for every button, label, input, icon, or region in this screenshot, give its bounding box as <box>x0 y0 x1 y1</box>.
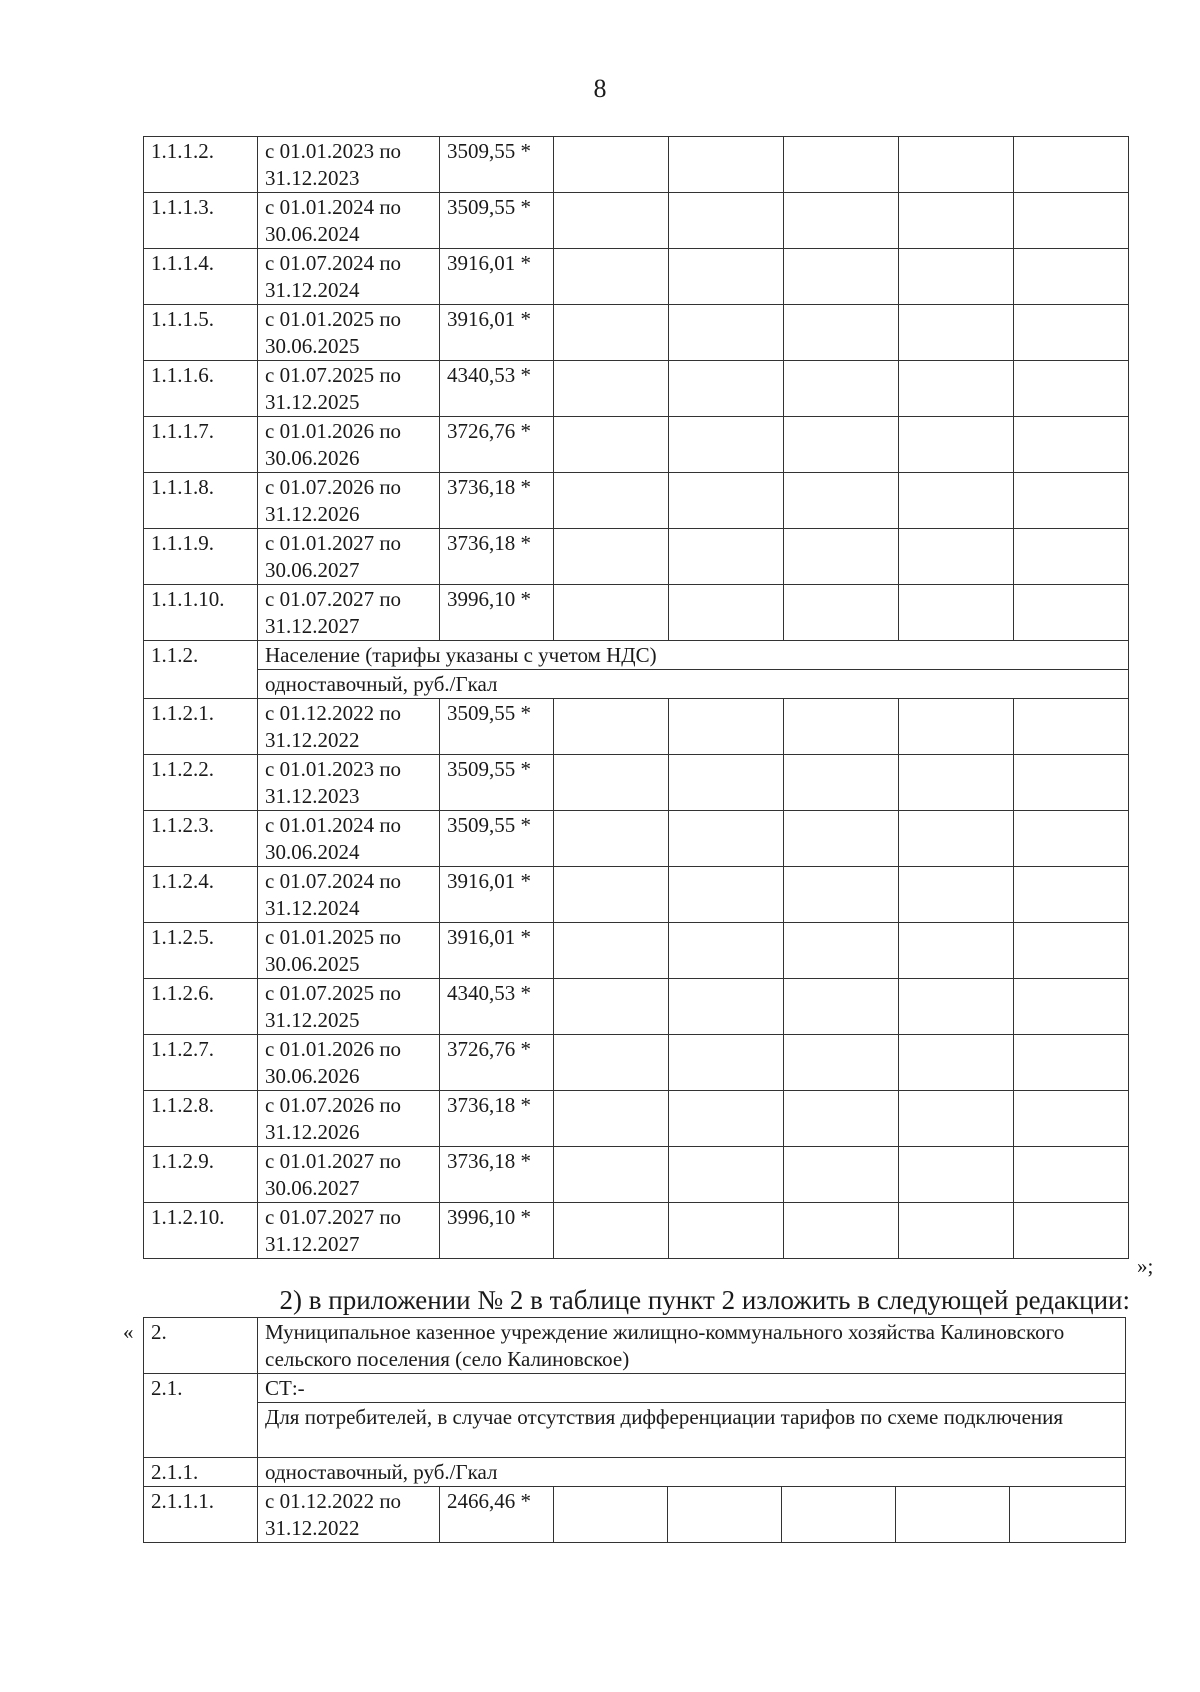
closing-quote: »; <box>1137 1254 1154 1278</box>
row-number: 1.1.1.8. <box>144 473 258 529</box>
empty-cell <box>784 529 899 585</box>
period-cell <box>258 585 440 641</box>
opening-quote: « <box>123 1320 134 1344</box>
empty-cell <box>669 1091 784 1147</box>
empty-cell <box>899 979 1014 1035</box>
empty-cell <box>554 193 669 249</box>
tariff-value: 3509,55 * <box>440 699 554 755</box>
period-start: с 01.07.2024 по <box>265 251 402 275</box>
consumers-description: Для потребителей, в случае отсутствия дифференциации тарифов по схеме подключения <box>258 1403 1126 1458</box>
empty-cell <box>554 1091 669 1147</box>
period-cell <box>258 249 440 305</box>
period-end: 31.12.2022 <box>265 1516 360 1540</box>
table-row <box>144 670 1129 699</box>
row-number: 1.1.2.5. <box>144 923 258 979</box>
period-end: 30.06.2027 <box>265 558 360 582</box>
row-number: 2. <box>144 1318 258 1374</box>
period-end: 30.06.2026 <box>265 1064 360 1088</box>
tariff-table <box>143 136 1129 1259</box>
row-number: 1.1.2.4. <box>144 867 258 923</box>
period-cell <box>258 755 440 811</box>
period-cell <box>258 1203 440 1259</box>
table-row <box>144 361 1129 417</box>
empty-cell <box>1014 305 1129 361</box>
empty-cell <box>554 755 669 811</box>
table-row <box>144 1458 1126 1487</box>
period-cell <box>258 361 440 417</box>
table-row <box>144 585 1129 641</box>
period-cell <box>258 417 440 473</box>
empty-cell <box>554 867 669 923</box>
empty-cell <box>554 361 669 417</box>
empty-cell <box>899 361 1014 417</box>
empty-cell <box>1014 755 1129 811</box>
table-row <box>144 699 1129 755</box>
period-start: с 01.01.2023 по <box>265 139 402 163</box>
empty-cell <box>1014 137 1129 193</box>
empty-cell <box>899 137 1014 193</box>
empty-cell <box>554 1147 669 1203</box>
empty-cell <box>899 867 1014 923</box>
empty-cell <box>782 1487 896 1543</box>
period-cell <box>258 529 440 585</box>
period-start: с 01.01.2023 по <box>265 757 402 781</box>
system-label: СТ:- <box>258 1374 1126 1403</box>
empty-cell <box>554 923 669 979</box>
page-number: 8 <box>593 74 607 103</box>
empty-cell <box>554 699 669 755</box>
empty-cell <box>784 699 899 755</box>
period-start: с 01.12.2022 по <box>265 701 402 725</box>
empty-cell <box>1014 1035 1129 1091</box>
tariff-value: 3916,01 * <box>440 249 554 305</box>
table-row <box>144 979 1129 1035</box>
period-cell <box>258 699 440 755</box>
rate-type: одноставочный, руб./Гкал <box>258 670 1129 699</box>
empty-cell <box>899 1147 1014 1203</box>
empty-cell <box>1014 811 1129 867</box>
empty-cell <box>899 193 1014 249</box>
tariff-value: 3916,01 * <box>440 305 554 361</box>
empty-cell <box>1014 979 1129 1035</box>
empty-cell <box>554 1203 669 1259</box>
empty-cell <box>899 585 1014 641</box>
empty-cell <box>669 1147 784 1203</box>
empty-cell <box>669 811 784 867</box>
table-row <box>144 417 1129 473</box>
period-cell <box>258 193 440 249</box>
empty-cell <box>669 529 784 585</box>
row-number: 1.1.2.8. <box>144 1091 258 1147</box>
table-row <box>144 305 1129 361</box>
tariff-value: 3736,18 * <box>440 473 554 529</box>
empty-cell <box>899 529 1014 585</box>
empty-cell <box>784 473 899 529</box>
row-number: 1.1.1.5. <box>144 305 258 361</box>
tariff-value: 4340,53 * <box>440 979 554 1035</box>
empty-cell <box>784 305 899 361</box>
empty-cell <box>669 867 784 923</box>
empty-cell <box>784 1147 899 1203</box>
group-title: Население (тарифы указаны с учетом НДС) <box>258 641 1129 670</box>
period-end: 31.12.2022 <box>265 728 360 752</box>
empty-cell <box>899 1091 1014 1147</box>
empty-cell <box>1014 1203 1129 1259</box>
empty-cell <box>669 473 784 529</box>
period-cell <box>258 923 440 979</box>
empty-cell <box>1014 585 1129 641</box>
empty-cell <box>668 1487 782 1543</box>
period-end: 30.06.2025 <box>265 952 360 976</box>
period-end: 31.12.2023 <box>265 784 360 808</box>
table-row <box>144 1403 1126 1458</box>
empty-cell <box>784 193 899 249</box>
period-end: 31.12.2024 <box>265 896 360 920</box>
empty-cell <box>554 417 669 473</box>
empty-cell <box>554 1487 668 1543</box>
period-end: 30.06.2027 <box>265 1176 360 1200</box>
empty-cell <box>554 473 669 529</box>
empty-cell <box>784 867 899 923</box>
row-number: 1.1.2.9. <box>144 1147 258 1203</box>
empty-cell <box>1014 699 1129 755</box>
empty-cell <box>784 137 899 193</box>
table-row <box>144 137 1129 193</box>
period-start: с 01.07.2025 по <box>265 363 402 387</box>
period-start: с 01.07.2024 по <box>265 869 402 893</box>
tariff-value: 3509,55 * <box>440 755 554 811</box>
row-number: 2.1.1.1. <box>144 1487 258 1543</box>
empty-cell <box>1014 361 1129 417</box>
table-row <box>144 529 1129 585</box>
table-row <box>144 811 1129 867</box>
table-row <box>144 1203 1129 1259</box>
empty-cell <box>554 305 669 361</box>
tariff-value: 3726,76 * <box>440 417 554 473</box>
empty-cell <box>669 755 784 811</box>
period-cell <box>258 1487 440 1543</box>
period-cell <box>258 305 440 361</box>
empty-cell <box>554 585 669 641</box>
empty-cell <box>1014 473 1129 529</box>
empty-cell <box>669 699 784 755</box>
empty-cell <box>554 249 669 305</box>
empty-cell <box>784 1091 899 1147</box>
period-start: с 01.01.2027 по <box>265 531 402 555</box>
empty-cell <box>1014 249 1129 305</box>
rate-type: одноставочный, руб./Гкал <box>258 1458 1126 1487</box>
period-end: 31.12.2027 <box>265 614 360 638</box>
period-cell <box>258 473 440 529</box>
empty-cell <box>1014 529 1129 585</box>
empty-cell <box>554 137 669 193</box>
empty-cell <box>1014 417 1129 473</box>
period-start: с 01.07.2026 по <box>265 475 402 499</box>
period-end: 31.12.2026 <box>265 502 360 526</box>
empty-cell <box>669 585 784 641</box>
empty-cell <box>669 1203 784 1259</box>
empty-cell <box>899 755 1014 811</box>
row-number: 1.1.2.7. <box>144 1035 258 1091</box>
empty-cell <box>899 699 1014 755</box>
period-cell <box>258 811 440 867</box>
table-row <box>144 473 1129 529</box>
empty-cell <box>1014 193 1129 249</box>
period-cell <box>258 137 440 193</box>
period-cell <box>258 1147 440 1203</box>
empty-cell <box>1014 923 1129 979</box>
row-number: 1.1.2. <box>144 641 258 699</box>
period-end: 31.12.2023 <box>265 166 360 190</box>
empty-cell <box>784 811 899 867</box>
period-start: с 01.01.2025 по <box>265 307 402 331</box>
row-number: 1.1.2.3. <box>144 811 258 867</box>
empty-cell <box>669 923 784 979</box>
empty-cell <box>784 249 899 305</box>
period-end: 31.12.2027 <box>265 1232 360 1256</box>
empty-cell <box>784 1203 899 1259</box>
tariff-value: 3509,55 * <box>440 811 554 867</box>
period-start: с 01.07.2026 по <box>265 1093 402 1117</box>
row-number: 1.1.2.2. <box>144 755 258 811</box>
period-start: с 01.01.2026 по <box>265 1037 402 1061</box>
empty-cell <box>669 305 784 361</box>
empty-cell <box>669 193 784 249</box>
tariff-value: 3509,55 * <box>440 193 554 249</box>
empty-cell <box>896 1487 1010 1543</box>
period-start: с 01.01.2027 по <box>265 1149 402 1173</box>
period-end: 30.06.2024 <box>265 840 360 864</box>
empty-cell <box>784 755 899 811</box>
empty-cell <box>899 1203 1014 1259</box>
row-number: 1.1.2.10. <box>144 1203 258 1259</box>
tariff-value: 3996,10 * <box>440 1203 554 1259</box>
empty-cell <box>784 417 899 473</box>
row-number: 1.1.1.2. <box>144 137 258 193</box>
period-start: с 01.07.2027 по <box>265 587 402 611</box>
tariff-value: 3736,18 * <box>440 529 554 585</box>
amendment-instruction: 2) в приложении № 2 в таблице пункт 2 изложить в следующей редакции: <box>279 1285 1130 1315</box>
empty-cell <box>669 249 784 305</box>
row-number: 1.1.1.10. <box>144 585 258 641</box>
empty-cell <box>669 979 784 1035</box>
table-row <box>144 249 1129 305</box>
row-number: 1.1.1.4. <box>144 249 258 305</box>
empty-cell <box>1010 1487 1126 1543</box>
tariff-value: 4340,53 * <box>440 361 554 417</box>
period-end: 30.06.2024 <box>265 222 360 246</box>
empty-cell <box>899 305 1014 361</box>
period-end: 30.06.2025 <box>265 334 360 358</box>
row-number: 1.1.1.6. <box>144 361 258 417</box>
organization-name: Муниципальное казенное учреждение жилищно-коммунального хозяйства Калиновского сельского поселения (село Калиновское) <box>258 1318 1126 1374</box>
empty-cell <box>669 417 784 473</box>
empty-cell <box>899 1035 1014 1091</box>
row-number: 1.1.2.6. <box>144 979 258 1035</box>
row-number: 1.1.1.7. <box>144 417 258 473</box>
tariff-value: 3736,18 * <box>440 1091 554 1147</box>
tariff-value: 3916,01 * <box>440 923 554 979</box>
empty-cell <box>784 923 899 979</box>
row-number: 1.1.2.1. <box>144 699 258 755</box>
period-end: 31.12.2026 <box>265 1120 360 1144</box>
period-cell <box>258 979 440 1035</box>
period-end: 31.12.2025 <box>265 390 360 414</box>
period-cell <box>258 1035 440 1091</box>
period-start: с 01.07.2025 по <box>265 981 402 1005</box>
empty-cell <box>554 1035 669 1091</box>
empty-cell <box>784 1035 899 1091</box>
empty-cell <box>669 361 784 417</box>
empty-cell <box>899 249 1014 305</box>
row-number: 1.1.1.9. <box>144 529 258 585</box>
table-row <box>144 755 1129 811</box>
empty-cell <box>784 585 899 641</box>
table-row <box>144 1147 1129 1203</box>
period-start: с 01.01.2026 по <box>265 419 402 443</box>
tariff-value: 3736,18 * <box>440 1147 554 1203</box>
table-row <box>144 193 1129 249</box>
period-end: 30.06.2026 <box>265 446 360 470</box>
tariff-value: 3916,01 * <box>440 867 554 923</box>
tariff-value: 3726,76 * <box>440 1035 554 1091</box>
table-row <box>144 1318 1126 1374</box>
row-number: 1.1.1.3. <box>144 193 258 249</box>
period-cell <box>258 867 440 923</box>
tariff-value: 2466,46 * <box>440 1487 554 1543</box>
table-row <box>144 1374 1126 1403</box>
table-row <box>144 923 1129 979</box>
row-number: 2.1. <box>144 1374 258 1458</box>
empty-cell <box>784 361 899 417</box>
empty-cell <box>554 979 669 1035</box>
empty-cell <box>669 1035 784 1091</box>
table-row <box>144 867 1129 923</box>
row-number: 2.1.1. <box>144 1458 258 1487</box>
empty-cell <box>554 529 669 585</box>
tariff-value: 3509,55 * <box>440 137 554 193</box>
empty-cell <box>899 923 1014 979</box>
table-row <box>144 1091 1129 1147</box>
period-start: с 01.01.2024 по <box>265 813 402 837</box>
empty-cell <box>1014 1091 1129 1147</box>
table-row <box>144 641 1129 670</box>
tariff-value: 3996,10 * <box>440 585 554 641</box>
period-end: 31.12.2024 <box>265 278 360 302</box>
appendix-2-table <box>143 1317 1126 1543</box>
period-start: с 01.01.2024 по <box>265 195 402 219</box>
period-start: с 01.12.2022 по <box>265 1489 402 1513</box>
empty-cell <box>899 417 1014 473</box>
empty-cell <box>554 811 669 867</box>
empty-cell <box>899 473 1014 529</box>
empty-cell <box>1014 1147 1129 1203</box>
empty-cell <box>1014 867 1129 923</box>
table-row <box>144 1035 1129 1091</box>
period-start: с 01.01.2025 по <box>265 925 402 949</box>
period-end: 31.12.2025 <box>265 1008 360 1032</box>
period-start: с 01.07.2027 по <box>265 1205 402 1229</box>
period-cell <box>258 1091 440 1147</box>
empty-cell <box>669 137 784 193</box>
table-row <box>144 1487 1126 1543</box>
empty-cell <box>784 979 899 1035</box>
empty-cell <box>899 811 1014 867</box>
